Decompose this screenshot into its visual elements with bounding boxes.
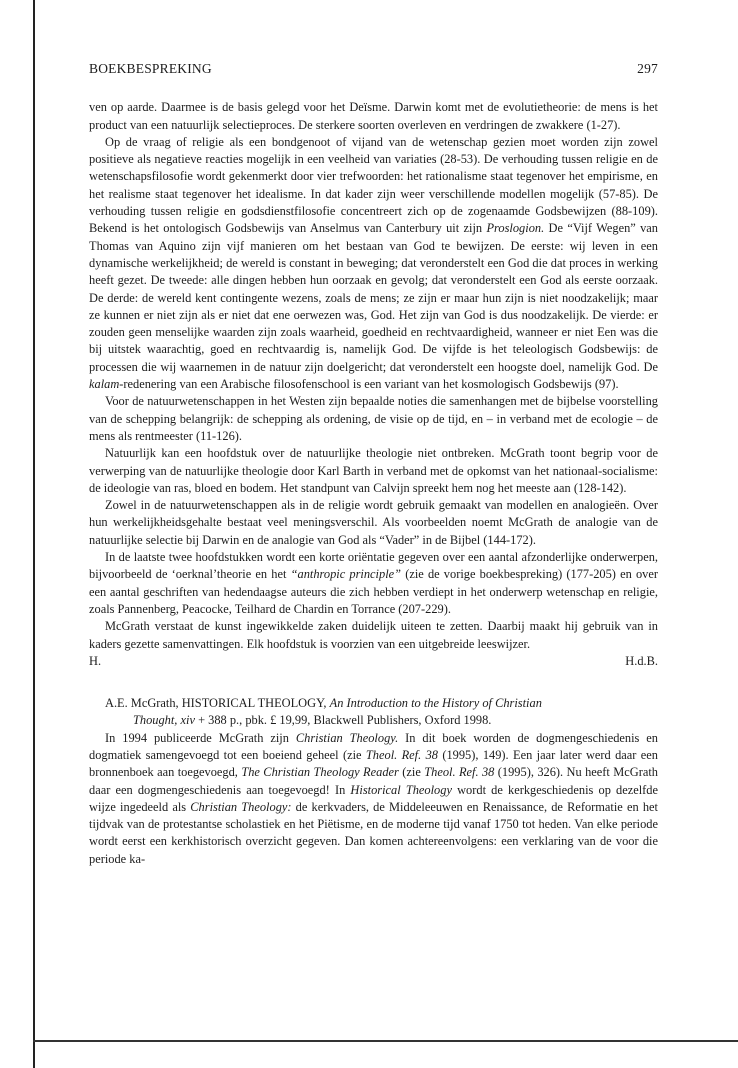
citation-details: + 388 p., pbk. £ 19,99, Blackwell Publishers, Oxford 1998.	[198, 713, 492, 728]
page-number: 297	[637, 61, 658, 76]
reviewer-signature: H.d.B.	[625, 653, 658, 668]
review2-citation	[89, 695, 658, 730]
review1-signature	[89, 653, 658, 670]
review1-paragraph-2: Op de vraag of religie als een bondgenoot of vijand van de wetenschap gezien moet worden zijn zowel positieve als negatieve reacties mogelijk in een veelheid van variaties (28-53). De verhouding tussen religie en de wetenschapsfilosofie wordt gekenmerkt door vier trefwoorden: het rationalisme staat tegenover het empirisme, en het realisme staat tegenover het idealisme. In dat kader zijn weer verschillende modellen mogelijk (57-85). De verhouding tussen religie en godsdienstfilosofie concentreert zich op de zogenaamde Godsbewijzen (88-109). Bekend is het ontologisch Godsbewijs van Anselmus van Canterbury uit zijn Proslogion. De “Vijf Wegen” van Thomas van Aquino zijn vijf manieren om het bestaan van God te bewijzen. De eerste: wij leven in een dynamische werkelijkheid; de wereld is constant in beweging; dat veronderstelt een God die dat proces in werking heeft gezet. De tweede: alle dingen hebben hun oorzaak en gevolg; dat veronderstelt een God als eerste oorzaak. De derde: de wereld kent contingente wezens, zoals de mens; ze zijn er maar hun zijn is niet noodzakelijk; maar ze kunnen er niet zijn als er niet dat ene oerwezen was, God. Het zijn van God is dus noodzakelijk. De vierde: er zouden geen menselijke waarden zijn zoals waarheid, goedheid en rechtvaardigheid, wanneer er niet Een was die bij uitstek waarachtig, goed en rechtvaardig is, namelijk God. De vijfde is het teleologisch Godsbewijs: de processen die wij waarnemen in de natuur zijn doelgericht; dat veronderstelt een hoogste doel, namelijk God. De kalam-redenering van een Arabische filosofenschool is een variant van het kosmologisch Godsbewijs (97).	[89, 134, 658, 392]
review1-paragraph-1: ven op aarde. Daarmee is de basis gelegd voor het Deïsme. Darwin komt met de evolutietheorie: de mens is het product van een natuurlijk selectieproces. De sterkere soorten overleven en verdringen de zwakkere (1-27).	[89, 100, 658, 132]
review1-paragraph-3: Voor de natuurwetenschappen in het Westen zijn bepaalde noties die samenhangen met de bijbelse voorstelling van de schepping belangrijk: de schepping als ordening, de visie op de tijd, en – in verband met de ecologie – de mens als rentmeester (11-126).	[89, 394, 658, 443]
section-spacer	[89, 670, 658, 695]
review1-paragraph-6: In de laatste twee hoofdstukken wordt een korte oriëntatie gegeven over een aantal afzonderlijke onderwerpen, bijvoorbeeld de ‘oerknal’theorie en het “anthropic principle” (zie de vorige boekbespreking) (177-205) en over een aantal geschriften van hedendaagse auteurs die zich hebben verdiept in het onderwerp wetenschap en religie, zoals Pannenberg, Peacocke, Teilhard de Chardin en Torrance (207-229).	[89, 550, 658, 616]
review1-paragraph-4: Natuurlijk kan een hoofdstuk over de natuurlijke theologie niet ontbreken. McGrath toont begrip voor de verwerping van de natuurlijke theologie door Karl Barth in verband met de opkomst van het nationaal-socialisme: de ideologie van ras, bloed en bodem. Het standpunt van Calvijn spreekt hem nog het meeste aan (128-142).	[89, 446, 658, 495]
scan-edge-bottom	[33, 1040, 738, 1042]
running-head	[89, 60, 658, 77]
review2-paragraph-1: In 1994 publiceerde McGrath zijn Christian Theology. In dit boek worden de dogmengeschiedenis en dogmatiek samengevoegd tot een boeiend geheel (zie Theol. Ref. 38 (1995), 149). Een jaar later werd daar een bronnenboek aan toegevoegd, The Christian Theology Reader (zie Theol. Ref. 38 (1995), 326). Nu heeft McGrath daar een dogmengeschiedenis aan toegevoegd! In Historical Theology wordt de kerkgeschiedenis op dezelfde wijze ingedeeld als Christian Theology: de kerkvaders, de Middeleeuwen en Renaissance, de Reformatie en het tijdvak van de protestantse scholastiek en het Piëtisme, en de moderne tijd vanaf 1750 tot heden. Van elke periode wordt eerst een kerkhistorisch overzicht gegeven. Dan komen achtereenvolgens: een verklaring van de voor die periode ka-	[89, 730, 658, 866]
citation-subtitle-part2: Thought, xiv	[133, 713, 195, 728]
scan-edge-left	[33, 0, 35, 1068]
citation-author-title: A.E. McGrath, HISTORICAL THEOLOGY,	[105, 696, 327, 711]
review1-paragraph-5: Zowel in de natuurwetenschappen als in de religie wordt gebruik gemaakt van modellen en analogieën. Over hun werkelijkheidsgehalte bestaat veel meningsverschil. Als voorbeelden noemt McGrath de analogie van de natuurlijke selectie bij Darwin en de analogie van God als “Vader” in de Bijbel (144-172).	[89, 498, 658, 547]
reviewer-initial: H.	[89, 653, 102, 668]
citation-subtitle-part1: An Introduction to the History of Christian	[329, 696, 542, 711]
section-title: BOEKBESPREKING	[89, 61, 212, 76]
page-body	[89, 60, 658, 868]
review1-paragraph-7: McGrath verstaat de kunst ingewikkelde zaken duidelijk uiteen te zetten. Daarbij maakt hij gebruik van in kaders gezette samenvattingen. Elk hoofdstuk is voorzien van een uitgebreide leeswijzer.	[89, 619, 658, 651]
